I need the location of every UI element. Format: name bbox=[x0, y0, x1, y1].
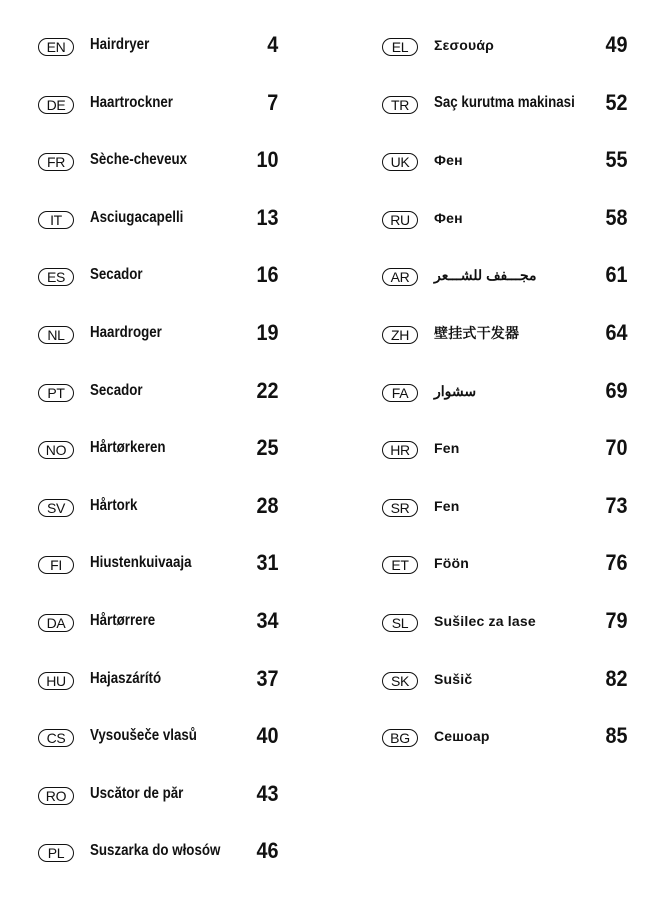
entry-title: Σεσουάρ bbox=[434, 37, 494, 53]
language-code-badge: SV bbox=[38, 499, 74, 517]
toc-entry[interactable] bbox=[38, 779, 278, 809]
page-number: 58 bbox=[604, 204, 627, 230]
toc-entry[interactable] bbox=[38, 376, 278, 406]
entry-title: Фен bbox=[434, 209, 463, 226]
language-code-badge: BG bbox=[382, 729, 418, 747]
toc-entry[interactable] bbox=[38, 318, 278, 348]
entry-title: 壁挂式干发器 bbox=[434, 325, 520, 341]
page-number: 28 bbox=[255, 492, 278, 518]
toc-entry[interactable] bbox=[382, 721, 627, 751]
toc-entry[interactable] bbox=[38, 548, 278, 578]
entry-title: Asciugacapelli bbox=[90, 208, 184, 226]
page-number: 82 bbox=[604, 665, 627, 691]
page-number: 19 bbox=[255, 320, 278, 345]
page-number: 13 bbox=[255, 204, 278, 230]
entry-title: Uscător de păr bbox=[90, 784, 184, 802]
language-code-badge: SK bbox=[382, 672, 418, 690]
page-number: 37 bbox=[255, 665, 278, 691]
entry-title: Hajaszárító bbox=[90, 669, 162, 687]
language-code-badge: NO bbox=[38, 441, 74, 459]
page-number: 46 bbox=[255, 838, 278, 864]
page-number: 79 bbox=[604, 608, 627, 633]
toc-entry[interactable] bbox=[382, 30, 627, 60]
language-code-badge: SL bbox=[382, 614, 418, 632]
page-number: 49 bbox=[604, 32, 627, 57]
toc-entry[interactable] bbox=[382, 433, 627, 463]
toc-entry[interactable] bbox=[382, 376, 627, 406]
language-code-badge: NL bbox=[38, 326, 74, 344]
page-number: 69 bbox=[604, 377, 627, 403]
page-number: 43 bbox=[255, 780, 278, 806]
toc-entry[interactable] bbox=[382, 491, 627, 521]
toc-entry[interactable] bbox=[38, 664, 278, 694]
page-number: 52 bbox=[604, 89, 627, 115]
page-number: 61 bbox=[604, 262, 627, 288]
toc-entry[interactable] bbox=[382, 606, 627, 636]
entry-title: Фен bbox=[434, 152, 463, 169]
entry-title: Sèche-cheveux bbox=[90, 151, 188, 169]
toc-entry[interactable] bbox=[38, 721, 278, 751]
entry-title: Suszarka do włosów bbox=[90, 842, 221, 860]
toc-entry[interactable] bbox=[382, 548, 627, 578]
entry-title: Sušič bbox=[434, 670, 473, 687]
entry-title: Hairdryer bbox=[90, 36, 150, 53]
entry-title: Vysoušeče vlasů bbox=[90, 727, 197, 745]
entry-title: Secador bbox=[90, 381, 143, 399]
page-number: 7 bbox=[266, 89, 278, 115]
page-number: 64 bbox=[604, 320, 627, 345]
language-code-badge: ET bbox=[382, 556, 418, 574]
toc-entry[interactable] bbox=[382, 203, 627, 233]
page-number: 76 bbox=[604, 550, 627, 576]
toc-entry[interactable] bbox=[38, 491, 278, 521]
entry-title: Fen bbox=[434, 497, 460, 514]
toc-entry[interactable] bbox=[38, 203, 278, 233]
language-code-badge: AR bbox=[382, 268, 418, 286]
language-code-badge: RO bbox=[38, 787, 74, 805]
toc-entry[interactable] bbox=[38, 30, 278, 60]
page-number: 34 bbox=[255, 608, 278, 633]
page-number: 25 bbox=[255, 435, 278, 461]
language-code-badge: PL bbox=[38, 844, 74, 862]
page-number: 40 bbox=[255, 723, 278, 749]
entry-title: Fen bbox=[434, 440, 460, 457]
language-code-badge: FI bbox=[38, 556, 74, 574]
toc-entry[interactable] bbox=[382, 145, 627, 175]
page-number: 73 bbox=[604, 492, 627, 518]
page-number: 85 bbox=[604, 723, 627, 749]
language-code-badge: HU bbox=[38, 672, 74, 690]
language-code-badge: ES bbox=[38, 268, 74, 286]
language-code-badge: HR bbox=[382, 441, 418, 459]
language-code-badge: FA bbox=[382, 384, 418, 402]
entry-title: Saç kurutma makinasi bbox=[434, 93, 575, 111]
page-number: 22 bbox=[255, 377, 278, 403]
toc-entry[interactable] bbox=[38, 606, 278, 636]
language-code-badge: EL bbox=[382, 38, 418, 56]
language-code-badge: TR bbox=[382, 96, 418, 114]
language-code-badge: PT bbox=[38, 384, 74, 402]
toc-entry[interactable] bbox=[38, 88, 278, 118]
language-code-badge: RU bbox=[382, 211, 418, 229]
entry-title: Sušilec za lase bbox=[434, 613, 536, 629]
language-code-badge: CS bbox=[38, 729, 74, 747]
entry-title: Hårtørrere bbox=[90, 612, 156, 629]
page-number: 31 bbox=[255, 550, 278, 576]
entry-title: Сешоар bbox=[434, 728, 490, 745]
language-code-badge: SR bbox=[382, 499, 418, 517]
page-number: 70 bbox=[604, 435, 627, 461]
page-number: 4 bbox=[266, 32, 278, 57]
language-code-badge: EN bbox=[38, 38, 74, 56]
page-number: 16 bbox=[255, 262, 278, 288]
language-code-badge: ZH bbox=[382, 326, 418, 344]
toc-entry[interactable] bbox=[382, 88, 627, 118]
entry-title: مجـــفف للشـــعر bbox=[434, 267, 537, 284]
entry-title: Hårtørkeren bbox=[90, 439, 166, 457]
toc-entry[interactable] bbox=[382, 318, 627, 348]
toc-entry[interactable] bbox=[382, 260, 627, 290]
entry-title: Hiustenkuivaaja bbox=[90, 554, 192, 572]
entry-title: Föön bbox=[434, 555, 470, 572]
toc-entry[interactable] bbox=[38, 836, 278, 866]
language-code-badge: DE bbox=[38, 96, 74, 114]
language-code-badge: UK bbox=[382, 153, 418, 171]
toc-entry[interactable] bbox=[382, 664, 627, 694]
toc-entry[interactable] bbox=[38, 260, 278, 290]
language-code-badge: IT bbox=[38, 211, 74, 229]
toc-entry[interactable] bbox=[38, 433, 278, 463]
entry-title: Secador bbox=[90, 266, 143, 284]
language-code-badge: FR bbox=[38, 153, 74, 171]
entry-title: Haardroger bbox=[90, 324, 162, 341]
language-code-badge: DA bbox=[38, 614, 74, 632]
page-number: 10 bbox=[255, 147, 278, 173]
toc-entry[interactable] bbox=[38, 145, 278, 175]
entry-title: Hårtork bbox=[90, 496, 138, 514]
entry-title: سشوار bbox=[434, 382, 477, 399]
entry-title: Haartrockner bbox=[90, 93, 173, 111]
page-number: 55 bbox=[604, 147, 627, 173]
